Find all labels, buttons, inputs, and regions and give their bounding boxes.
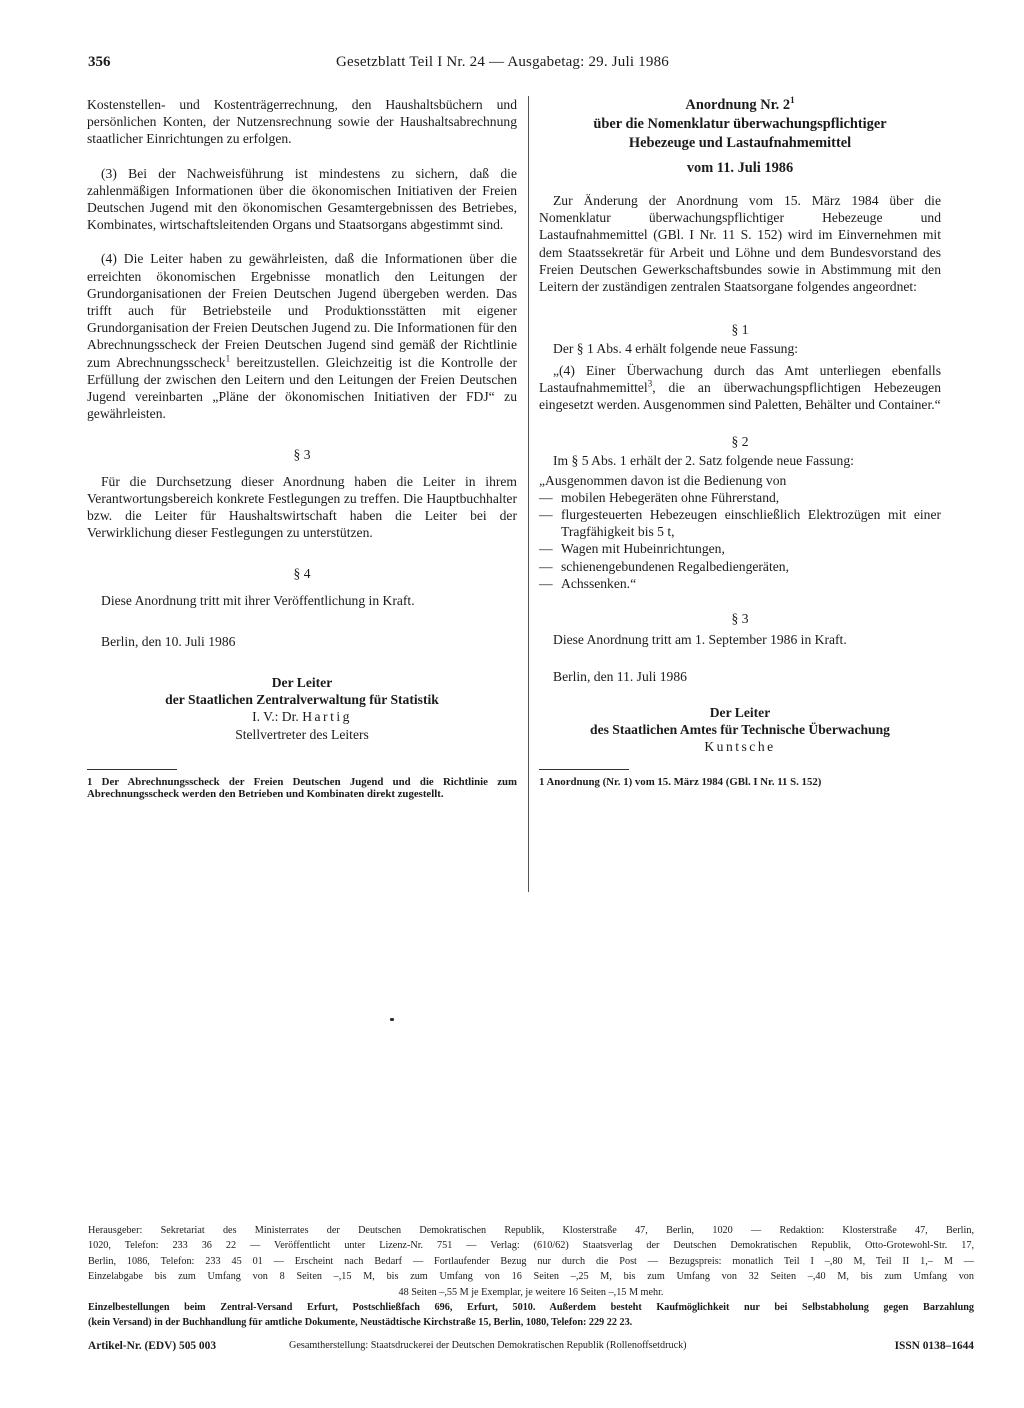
printer-info: Gesamtherstellung: Staatsdruckerei der Deutschen Demokratischen Republik (Rollenoffsetdruck) (289, 1340, 687, 1351)
signature-signer: I. V.: Dr. Hartig (252, 709, 352, 725)
imprint-line: Herausgeber: Sekretariat des Ministerrates der Deutschen Demokratischen Republik, Klosterstraße 47, Berlin, 1020 — Redaktion: Klosterstraße 47, Berlin, (88, 1225, 974, 1236)
section-1-text: Der § 1 Abs. 4 erhält folgende neue Fassung: (553, 341, 799, 357)
list-item: — Achssenken.“ (539, 575, 637, 591)
section-2-text: Im § 5 Abs. 1 erhält der 2. Satz folgende neue Fassung: (553, 453, 854, 469)
paragraph-continuation: Kostenstellen- und Kostenträgerrechnung, den Haushaltsbüchern und persönlichen Konten, der Nutzensrechnung sowie der Haushaltsabrechnung staatlicher Einrichtungen zu erfolgen. (87, 97, 517, 147)
place-date: Berlin, den 11. Juli 1986 (553, 669, 687, 685)
ordinance-title: Anordnung Nr. $2^1$ (685, 95, 795, 113)
signature-authority: des Staatlichen Amtes für Technische Überwachung (590, 721, 890, 737)
signature-role: Stellvertreter des Leiters (235, 726, 369, 742)
paragraph-3: (3) Bei der Nachweisführung ist mindestens zu sichern, daß die zahlenmäßigen Informationen über die ökonomischen Initiativen der Freien Deutschen Jugend mit den ökonomischen Gesamtergebnissen des Betriebes, Kombinates, wirtschaftsleitenden Organs und Staatsorgans abgestimmt sind. (87, 165, 517, 233)
footnote-1: 1 Anordnung (Nr. 1) vom 15. März 1984 (GBl. I Nr. 11 S. 152) (539, 776, 822, 789)
section-4-text: Diese Anordnung tritt mit ihrer Veröffentlichung in Kraft. (101, 592, 415, 608)
section-3-text: Diese Anordnung tritt am 1. September 1986 in Kraft. (553, 632, 847, 648)
section-2-heading: § 2 (731, 434, 749, 450)
bottom-line (88, 1340, 974, 1358)
page-header (88, 54, 938, 78)
right-column (539, 96, 941, 789)
signature-title: Der Leiter (709, 704, 771, 720)
ordinance-subtitle-1: über die Nomenklatur überwachungspflichtiger (593, 116, 887, 132)
imprint-line: Berlin, 1086, Telefon: 233 45 01 — Erscheint nach Bedarf — Fortlaufender Bezug nur durch die Post — Bezugspreis: monatlich Teil I –,80 M, Teil II 1,– M — (88, 1255, 974, 1267)
print-speck (390, 1018, 394, 1021)
issn: ISSN 0138–1644 (894, 1340, 974, 1352)
section-3-heading: § 3 (293, 447, 311, 463)
list-item: — flurgesteuerten Hebezeugen einschließlich Elektrozügen mit einer Tragfähigkeit bis 5 t, (539, 507, 941, 540)
left-column (87, 96, 517, 801)
signature-title: Der Leiter (271, 675, 333, 691)
list-item: — Wagen mit Hubeinrichtungen, (539, 541, 725, 557)
ordinance-intro: Zur Änderung der Anordnung vom 15. März 1984 über die Nomenklatur überwachungspflichtiger Hebezeuge und Lastaufnahmemittel (GBl. I Nr. 11 S. 152) wird im Einvernehmen mit dem Staatssekretär für Arbeit und Löhne und dem Bundesvorstand des Freien Deutschen Gewerkschaftsbundes sowie in Abstimmung mit den Leitern der zuständigen zentralen Staatsorgane folgendes angeordnet: (539, 193, 941, 295)
imprint-line: Einzelabgabe bis zum Umfang von 8 Seiten –,15 M, bis zum Umfang von 16 Seiten –,25 M, bis zum Umfang von 32 Seiten –,40 M, bis zum Umfang von (88, 1271, 974, 1283)
ordinance-subtitle-2: Hebezeuge und Lastaufnahmemittel (628, 135, 852, 151)
signature-signer: Kuntsche (704, 739, 776, 755)
section-3-text: Für die Durchsetzung dieser Anordnung haben die Leiter in ihrem Verantwortungsbereich konkrete Festlegungen zu treffen. Die Hauptbuchhalter bzw. die Leiter für Haushaltswirtschaft haben die Leiter bei der Verwirklichung dieser Festlegungen zu unterstützen. (87, 473, 517, 541)
signature-authority: der Staatlichen Zentralverwaltung für Statistik (165, 692, 439, 708)
article-number: Artikel-Nr. (EDV) 505 003 (88, 1340, 217, 1352)
section-3-heading: § 3 (731, 611, 749, 627)
imprint-line: Einzelbestellungen beim Zentral-Versand Erfurt, Postschließfach 696, Erfurt, 5010. Außerdem besteht Kaufmöglichkeit nur bei Selbstabholung gegen Barzahlung (88, 1302, 974, 1314)
footnote-ref-1: 1 (225, 353, 231, 364)
footnote-1: 1 Der Abrechnungsscheck der Freien Deutschen Jugend und die Richtlinie zum Abrechnungsscheck werden den Betrieben und Kombinaten direkt zugestellt. (87, 775, 517, 801)
section-2-quote: „Ausgenommen davon ist die Bedienung von (539, 472, 787, 488)
header-title: Gesetzblatt Teil I Nr. 24 — Ausgabetag: 29. Juli 1986 (336, 54, 669, 70)
column-divider (528, 96, 529, 892)
list-item: — schienengebundenen Regalbediengeräten, (539, 558, 789, 574)
imprint-line: 1020, Telefon: 233 36 22 — Veröffentlicht unter Lizenz-Nr. 751 — Verlag: (610/62) Staatsverlag der Deutschen Demokratischen Republik, Otto-Grotewohl-Str. 17, (88, 1240, 974, 1252)
section-1-quote: „(4) Einer Überwachung durch das Amt unterliegen ebenfalls Lastaufnahmemittel$^3$, die an überwachungspflichtigen Hebezeugen eingesetzt werden. Ausgenommen sind Paletten, Behälter und Container.“ (539, 362, 941, 413)
footnote-ref-3: 3 (647, 378, 653, 389)
page-number: 356 (88, 54, 111, 70)
imprint-line: (kein Versand) in der Buchhandlung für amtliche Dokumente, Neustädtische Kirchstraße 15, Berlin, 1080, Telefon: 229 22 23. (88, 1317, 633, 1329)
ordinance-date: vom 11. Juli 1986 (686, 160, 794, 176)
list-item: — mobilen Hebegeräten ohne Führerstand, (539, 489, 780, 505)
paragraph-4: (4) Die Leiter haben zu gewährleisten, daß die Informationen über die erreichten ökonomischen Ergebnisse monatlich den Leitungen der Grundorganisationen der Freien Deutschen Jugend übergeben werden. Das trifft auch für Betriebsteile und Produktionsstätten mit eigener Grundorganisation der Freien Deutschen Jugend zu. Die Informationen für den Abrechnungsscheck der Freien Deutschen Jugend sind gemäß der Richtlinie zum Abrechnungsscheck$^1$ bereitzustellen. Gleichzeitig ist die Kontrolle der Erfüllung der zwischen den Leitern und den Leitungen der Freien Deutschen Jugend vereinbarten „Pläne der ökonomischen Initiativen der FDJ“ zu gewährleisten. (87, 251, 517, 422)
section-4-heading: § 4 (293, 566, 311, 582)
section-1-heading: § 1 (731, 322, 749, 338)
place-date: Berlin, den 10. Juli 1986 (101, 633, 236, 649)
imprint-line: 48 Seiten –,55 M je Exemplar, je weitere 16 Seiten –,15 M mehr. (398, 1286, 664, 1298)
imprint (88, 1223, 974, 1331)
